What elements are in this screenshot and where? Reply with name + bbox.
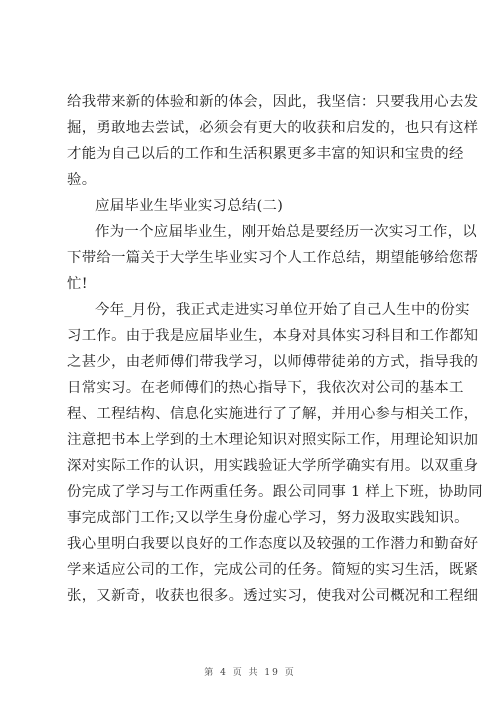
- body-text-line: 忙!: [67, 276, 88, 292]
- body-text-line: 我心里明白我要以良好的工作态度以及较强的工作潜力和勤奋好: [67, 536, 479, 552]
- body-text-line: 验。: [67, 172, 97, 188]
- body-text-line: 张，又新奇，收获也很多。透过实习，使我对公司概况和工程细: [67, 588, 479, 604]
- body-text-line: 日常实习。在老师傅们的热心指导下，我依次对公司的基本工: [67, 380, 464, 396]
- body-text-line: 份完成了学习与工作两重任务。跟公司同事 1 样上下班，协助同: [67, 484, 483, 500]
- body-text-line: 之甚少，由老师傅们带我学习，以师傅带徒弟的方式，指导我的: [67, 354, 479, 370]
- section-title: 应届毕业生毕业实习总结(二): [95, 198, 284, 214]
- body-text-line: 事完成部门工作;又以学生身份虚心学习，努力汲取实践知识。: [67, 510, 469, 526]
- body-text-line: 习工作。由于我是应届毕业生，本身对具体实习科目和工作都知: [67, 328, 479, 344]
- body-text-line: 深对实际工作的认识，用实践验证大学所学确实有用。以双重身: [67, 458, 479, 474]
- body-text-line: 今年_月份，我正式走进实习单位开始了自己人生中的份实: [95, 302, 470, 318]
- body-text-line: 学来适应公司的工作，完成公司的任务。简短的实习生活，既紧: [67, 562, 479, 578]
- body-text-line: 给我带来新的体验和新的体会，因此，我坚信：只要我用心去发: [67, 94, 479, 110]
- body-text-line: 掘，勇敢地去尝试，必须会有更大的收获和启发的，也只有这样: [67, 120, 479, 136]
- page-number-footer: 第 4 页 共 19 页: [204, 668, 296, 678]
- body-text-line: 作为一个应届毕业生，刚开始总是要经历一次实习工作，以: [95, 224, 477, 240]
- body-text-line: 下带给一篇关于大学生毕业实习个人工作总结，期望能够给您帮: [67, 250, 479, 266]
- body-text-line: 注意把书本上学到的土木理论知识对照实际工作，用理论知识加: [67, 432, 479, 448]
- body-text-line: 程、工程结构、信息化实施进行了了解，并用心参与相关工作，: [67, 406, 479, 422]
- body-text-line: 才能为自己以后的工作和生活积累更多丰富的知识和宝贵的经: [67, 146, 464, 162]
